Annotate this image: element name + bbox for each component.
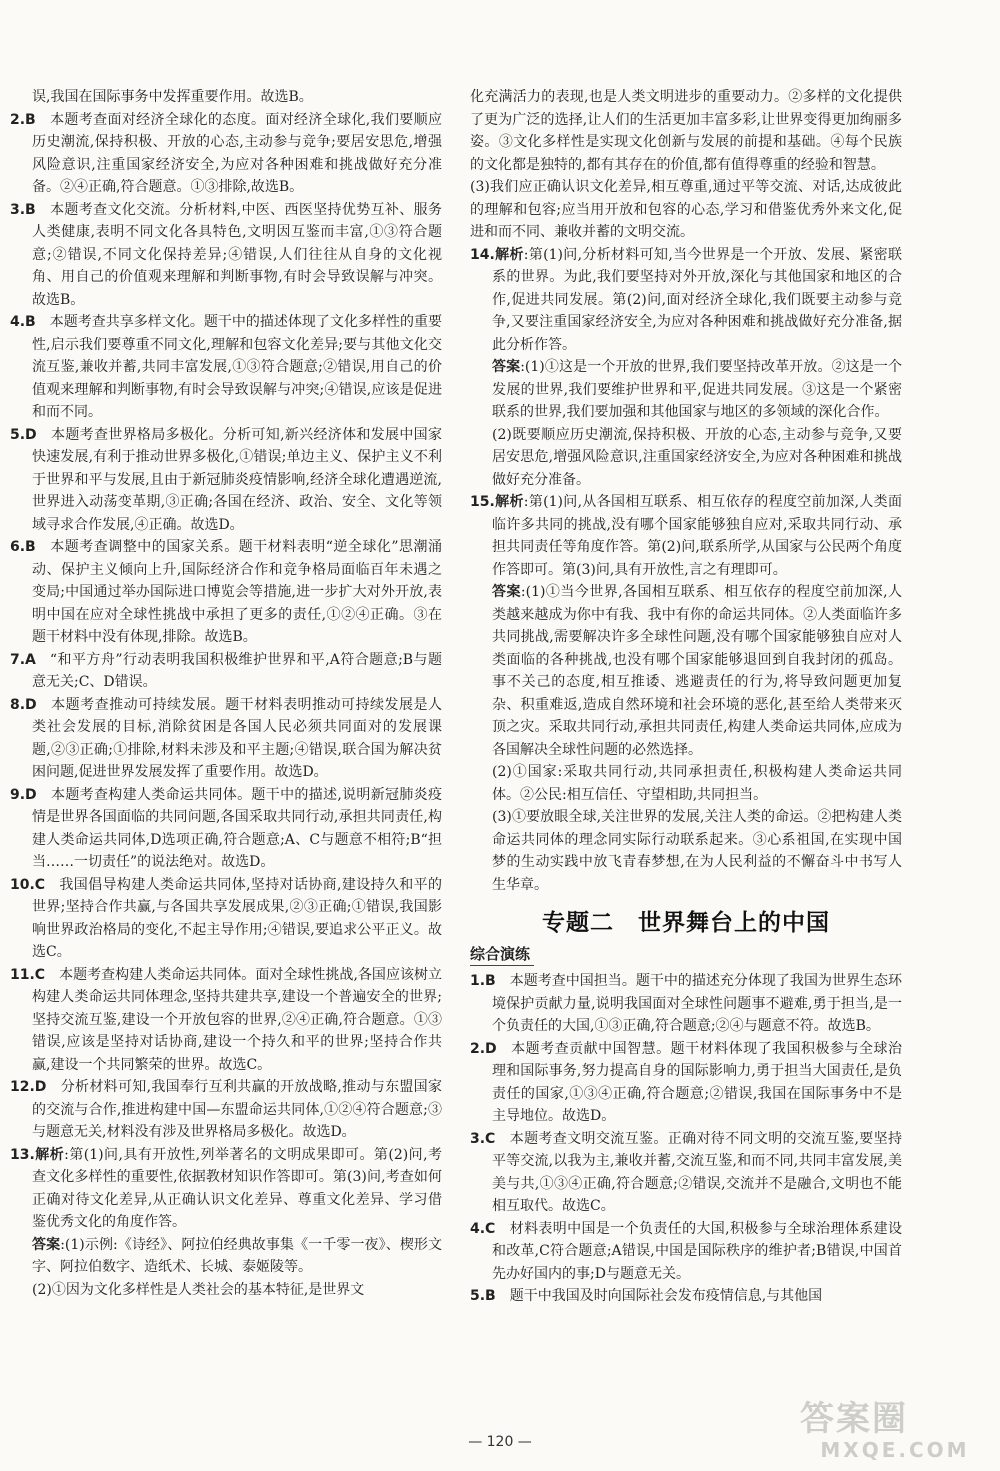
answer-item xyxy=(10,424,442,537)
answer-number: 5.B xyxy=(470,1288,496,1304)
subsection-label: 综合演练 xyxy=(470,943,534,966)
answer-item xyxy=(10,964,442,1077)
page-number: — 120 — xyxy=(468,1434,532,1450)
answer-text: 本题考查贡献中国智慧。题干材料体现了我国积极参与全球治理和国际事务,努力提高自身的国际影响力,勇于担当大国责任,是负责任的国家,①③④正确,符合题意;②错误,我国在国际事务中不是主导地位。故选D。 xyxy=(492,1040,902,1124)
answer-body xyxy=(470,1038,902,1128)
answer-item xyxy=(10,874,442,964)
answer-paragraph xyxy=(470,176,902,244)
answer-item xyxy=(10,199,442,312)
answer-body xyxy=(10,1076,442,1144)
answer-text: “和平方舟”行动表明我国积极维护世界和平,A符合题意;B与题意无关;C、D错误。 xyxy=(32,651,442,690)
watermark xyxy=(800,1400,990,1464)
answer-item xyxy=(10,311,442,424)
watermark-site: MXQE.COM xyxy=(820,1438,970,1462)
answer-text: 本题考查世界格局多极化。分析可知,新兴经济体和发展中国家快速发展,有利于推动世界多极化,①错误;单边主义、保护主义不利于世界和平与发展,且由于新冠肺炎疫情影响,经济全球化遭遇逆流,世界进入动荡变革期,③正确;各国在经济、政治、安全、文化等领域寻求合作发展,④正确。故选D。 xyxy=(32,426,442,533)
answer-label: 答案 xyxy=(492,359,521,375)
answer-body xyxy=(10,874,442,964)
answer-text: 本题考查构建人类命运共同体。面对全球性挑战,各国应该树立构建人类命运共同体理念,坚持共建共享,建设一个普遍安全的世界;坚持交流互鉴,建设一个开放包容的世界,②④正确,符合题意。①③错误,应该是坚持对话协商,建设一个持久和平的世界;坚持合作共赢,建设一个共同繁荣的世界。故选C。 xyxy=(32,966,442,1073)
answer-number: 3.C xyxy=(470,1130,496,1147)
answer-item xyxy=(470,1038,902,1128)
answer-text: 本题考查文化交流。分析材料,中医、西医坚持优势互补、服务人类健康,表明不同文化各具特色,文明因互鉴而丰富,①③符合题意;②错误,不同文化保持差异;④错误,人们往往从自身的文化视角、用自己的价值观来理解和判断事物,有时会导致误解与冲突。故选B。 xyxy=(32,201,442,308)
answer-number: 7.A xyxy=(10,651,36,668)
answer-body xyxy=(470,244,902,357)
answer-number: 2.D xyxy=(470,1040,497,1057)
answer-number: 11.C xyxy=(10,966,46,983)
paragraph-text: (2)①因为文化多样性是人类社会的基本特征,是世界文 xyxy=(32,1281,365,1298)
watermark-logo: 答案圈 xyxy=(800,1399,908,1439)
answer-number: 9.D xyxy=(10,786,37,803)
answer-body xyxy=(10,424,442,537)
answer-body xyxy=(10,536,442,649)
paragraph-text: :(1)①当今世界,各国相互联系、相互依存的程度空前加深,人类越来越成为你中有我、我中有你的命运共同体。②人类面临许多共同挑战,需要解决许多全球性问题,没有哪个国家能够独自应对人类面临的各种挑战,也没有哪个国家能够退回到自我封闭的孤岛。事不关己的态度,相互推诿、逃避责任的行为,将导致问题更加复杂、积重难返,造成自然环境和社会环境的恶化,甚至给人类带来灭顶之灾。采取共同行动,承担共同责任,构建人类命运共同体,应成为各国解决全球性问题的必然选择。 xyxy=(492,584,903,758)
answer-item xyxy=(10,1144,442,1234)
answer-body xyxy=(10,649,442,694)
answer-paragraph xyxy=(470,86,902,176)
answer-paragraph xyxy=(470,356,902,424)
answer-text: 本题考查面对经济全球化的态度。面对经济全球化,我们要顺应历史潮流,保持积极、开放的心态,主动参与竞争;要居安思危,增强风险意识,注重国家经济安全,为应对各种困难和挑战做好充分准备。②④正确,符合题意。①③排除,故选B。 xyxy=(32,111,442,195)
answer-number: 15.解析 xyxy=(470,494,524,510)
answer-body xyxy=(470,1128,902,1218)
answer-item xyxy=(10,1076,442,1144)
answer-text: :第(1)问,具有开放性,列举著名的文明成果即可。第(2)问,考查文化多样性的重要性,依据教材知识作答即可。第(3)问,考查如何正确对待文化差异,从正确认识文化差异、尊重文化差异、学习借鉴优秀文化的角度作答。 xyxy=(32,1146,442,1230)
answer-paragraph xyxy=(470,806,902,896)
answer-item xyxy=(470,970,902,1038)
paragraph-text: 误,我国在国际事务中发挥重要作用。故选B。 xyxy=(32,89,313,105)
answer-item xyxy=(10,694,442,784)
answer-number: 2.B xyxy=(10,111,36,128)
answer-body xyxy=(10,694,442,784)
answer-item xyxy=(470,1128,902,1218)
answer-label: 答案 xyxy=(32,1236,61,1253)
answer-body xyxy=(10,784,442,874)
paragraph-text: (3)我们应正确认识文化差异,相互尊重,通过平等交流、对话,达成彼此的理解和包容;应当用开放和包容的心态,学习和借鉴优秀外来文化,促进和而不同、兼收并蓄的文明交流。 xyxy=(470,179,902,240)
answer-text: 本题考查共享多样文化。题干中的描述体现了文化多样性的重要性,启示我们要尊重不同文化,理解和包容文化差异;要与其他文化交流互鉴,兼收并蓄,共同丰富发展,①③符合题意;②错误,用自己的价值观来理解和判断事物,有时会导致误解与冲突;④错误,应该是促进和而不同。 xyxy=(32,314,442,420)
answer-item xyxy=(10,536,442,649)
answer-number: 12.D xyxy=(10,1079,47,1095)
answer-number: 5.D xyxy=(10,426,37,443)
answer-item xyxy=(470,1218,902,1286)
answer-text: 本题考查推动可持续发展。题干材料表明推动可持续发展是人类社会发展的目标,消除贫困是各国人民必须共同面对的发展课题,②③正确;①排除,材料未涉及和平主题;④错误,联合国为解决贫困问题,促进世界发展发挥了重要作用。故选D。 xyxy=(32,696,442,780)
answer-item xyxy=(10,784,442,874)
answer-body xyxy=(10,1144,442,1234)
answer-body xyxy=(10,199,442,312)
answer-text: :第(1)问,分析材料可知,当今世界是一个开放、发展、紧密联系的世界。为此,我们要坚持对外开放,深化与其他国家和地区的合作,促进共同发展。第(2)问,面对经济全球化,我们既要主动参与竞争,又要注重国家经济安全,为应对各种困难和挑战做好充分准备,据此分析作答。 xyxy=(492,246,902,353)
answer-text: 本题考查调整中的国家关系。题干材料表明“逆全球化”思潮涌动、保护主义倾向上升,国际经济合作和竞争格局面临百年未遇之变局;中国通过举办国际进口博览会等措施,进一步扩大对外开放,表明中国在应对全球性挑战中承担了更多的责任,①②④正确。③在题干材料中没有体现,排除。故选B。 xyxy=(32,539,442,645)
answer-body xyxy=(10,109,442,199)
answer-item xyxy=(10,109,442,199)
answer-number: 13.解析 xyxy=(10,1146,65,1163)
paragraph-text: :(1)示例:《诗经》、阿拉伯经典故事集《一千零一夜》、楔形文字、阿拉伯数字、造纸术、长城、泰姬陵等。 xyxy=(32,1236,443,1275)
paragraph-text: 化充满活力的表现,也是人类文明进步的重要动力。②多样的文化提供了更为广泛的选择,让人们的生活更加丰富多彩,让世界变得更加绚丽多姿。③文化多样性是实现文化创新与发展的前提和基础。④每个民族的文化都是独特的,都有其存在的价值,都有值得尊重的经验和智慧。 xyxy=(470,89,902,173)
answer-text: 本题考查中国担当。题干中的描述充分体现了我国为世界生态环境保护贡献力量,说明我国面对全球性问题事不避难,勇于担当,是一个负责任的大国,①③正确,符合题意;②④与题意不符。故选B。 xyxy=(492,973,902,1034)
right-column xyxy=(470,86,902,1308)
answer-item xyxy=(470,1285,902,1308)
answer-item xyxy=(470,491,902,581)
answer-label: 答案 xyxy=(492,584,521,600)
answer-number: 10.C xyxy=(10,876,46,893)
answer-body xyxy=(10,311,442,424)
answer-number: 8.D xyxy=(10,696,37,713)
answer-number: 6.B xyxy=(10,539,36,555)
answer-body xyxy=(470,1285,902,1308)
answer-paragraph xyxy=(470,581,902,761)
answer-paragraph xyxy=(470,424,902,492)
paragraph-text: :(1)①这是一个开放的世界,我们要坚持改革开放。②这是一个发展的世界,我们要维护世界和平,促进共同发展。③这是一个紧密联系的世界,我们要加强和其他国家与地区的多领域的深化合作。 xyxy=(492,359,903,420)
answer-item xyxy=(10,649,442,694)
answer-text: 本题考查构建人类命运共同体。题干中的描述,说明新冠肺炎疫情是世界各国面临的共同问题,各国采取共同行动,承担共同责任,构建人类命运共同体,D选项正确,符合题意;A、C与题意不相符;B“担当……一切责任”的说法绝对。故选D。 xyxy=(32,786,442,870)
answer-body xyxy=(470,1218,902,1286)
answer-paragraph xyxy=(10,1234,442,1279)
answer-text: 我国倡导构建人类命运共同体,坚持对话协商,建设持久和平的世界;坚持合作共赢,与各国共享发展成果,②③正确;①错误,我国影响世界政治格局的变化,不起主导作用;④错误,要追求公平正义。故选C。 xyxy=(32,876,442,960)
answer-paragraph xyxy=(470,761,902,806)
answer-paragraph xyxy=(10,86,442,109)
answer-number: 4.C xyxy=(470,1220,496,1237)
answer-text: 题干中我国及时向国际社会发布疫情信息,与其他国 xyxy=(495,1288,823,1304)
answer-body xyxy=(470,970,902,1038)
paragraph-text: (2)既要顺应历史潮流,保持积极、开放的心态,主动参与竞争,又要居安思危,增强风险意识,注重国家经济安全,为应对各种困难和挑战做好充分准备。 xyxy=(492,426,902,488)
answer-number: 1.B xyxy=(470,973,496,989)
answer-body xyxy=(470,491,902,581)
left-column xyxy=(10,86,442,1301)
subsection-row xyxy=(470,941,902,970)
answer-text: 分析材料可知,我国奉行互利共赢的开放战略,推动与东盟国家的交流与合作,推进构建中国—东盟命运共同体,①②④符合题意;③与题意无关,材料没有涉及世界格局多极化。故选D。 xyxy=(32,1079,442,1140)
paragraph-text: (3)①要放眼全球,关注世界的发展,关注人类的命运。②把构建人类命运共同体的理念同实际行动联系起来。③心系祖国,在实现中国梦的生动实践中放飞青春梦想,在为人民利益的不懈奋斗中书写人生华章。 xyxy=(492,809,902,893)
answer-item xyxy=(470,244,902,357)
paragraph-text: (2)①国家:采取共同行动,共同承担责任,积极构建人类命运共同体。②公民:相互信任、守望相助,共同担当。 xyxy=(492,764,902,803)
section-heading: 专题二 世界舞台上的中国 xyxy=(542,910,830,936)
answer-text: 材料表明中国是一个负责任的大国,积极参与全球治理体系建设和改革,C符合题意;A错误,中国是国际秩序的维护者;B错误,中国首先办好国内的事;D与题意无关。 xyxy=(492,1220,902,1282)
answer-number: 4.B xyxy=(10,314,36,330)
answer-number: 3.B xyxy=(10,201,36,218)
answer-text: :第(1)问,从各国相互联系、相互依存的程度空前加深,人类面临许多共同的挑战,没有哪个国家能够独自应对,采取共同行动、承担共同责任等角度作答。第(2)问,联系所学,从国家与公民两个角度作答即可。第(3)问,具有开放性,言之有理即可。 xyxy=(492,494,902,578)
answer-number: 14.解析 xyxy=(470,246,524,263)
answer-paragraph xyxy=(10,1279,442,1302)
answer-text: 本题考查文明交流互鉴。正确对待不同文明的交流互鉴,要坚持平等交流,以我为主,兼收并蓄,交流互鉴,和而不同,共同丰富发展,美美与共,①③④正确,符合题意;②错误,交流并不是融合,文明也不能相互取代。故选C。 xyxy=(492,1130,902,1214)
answer-body xyxy=(10,964,442,1077)
